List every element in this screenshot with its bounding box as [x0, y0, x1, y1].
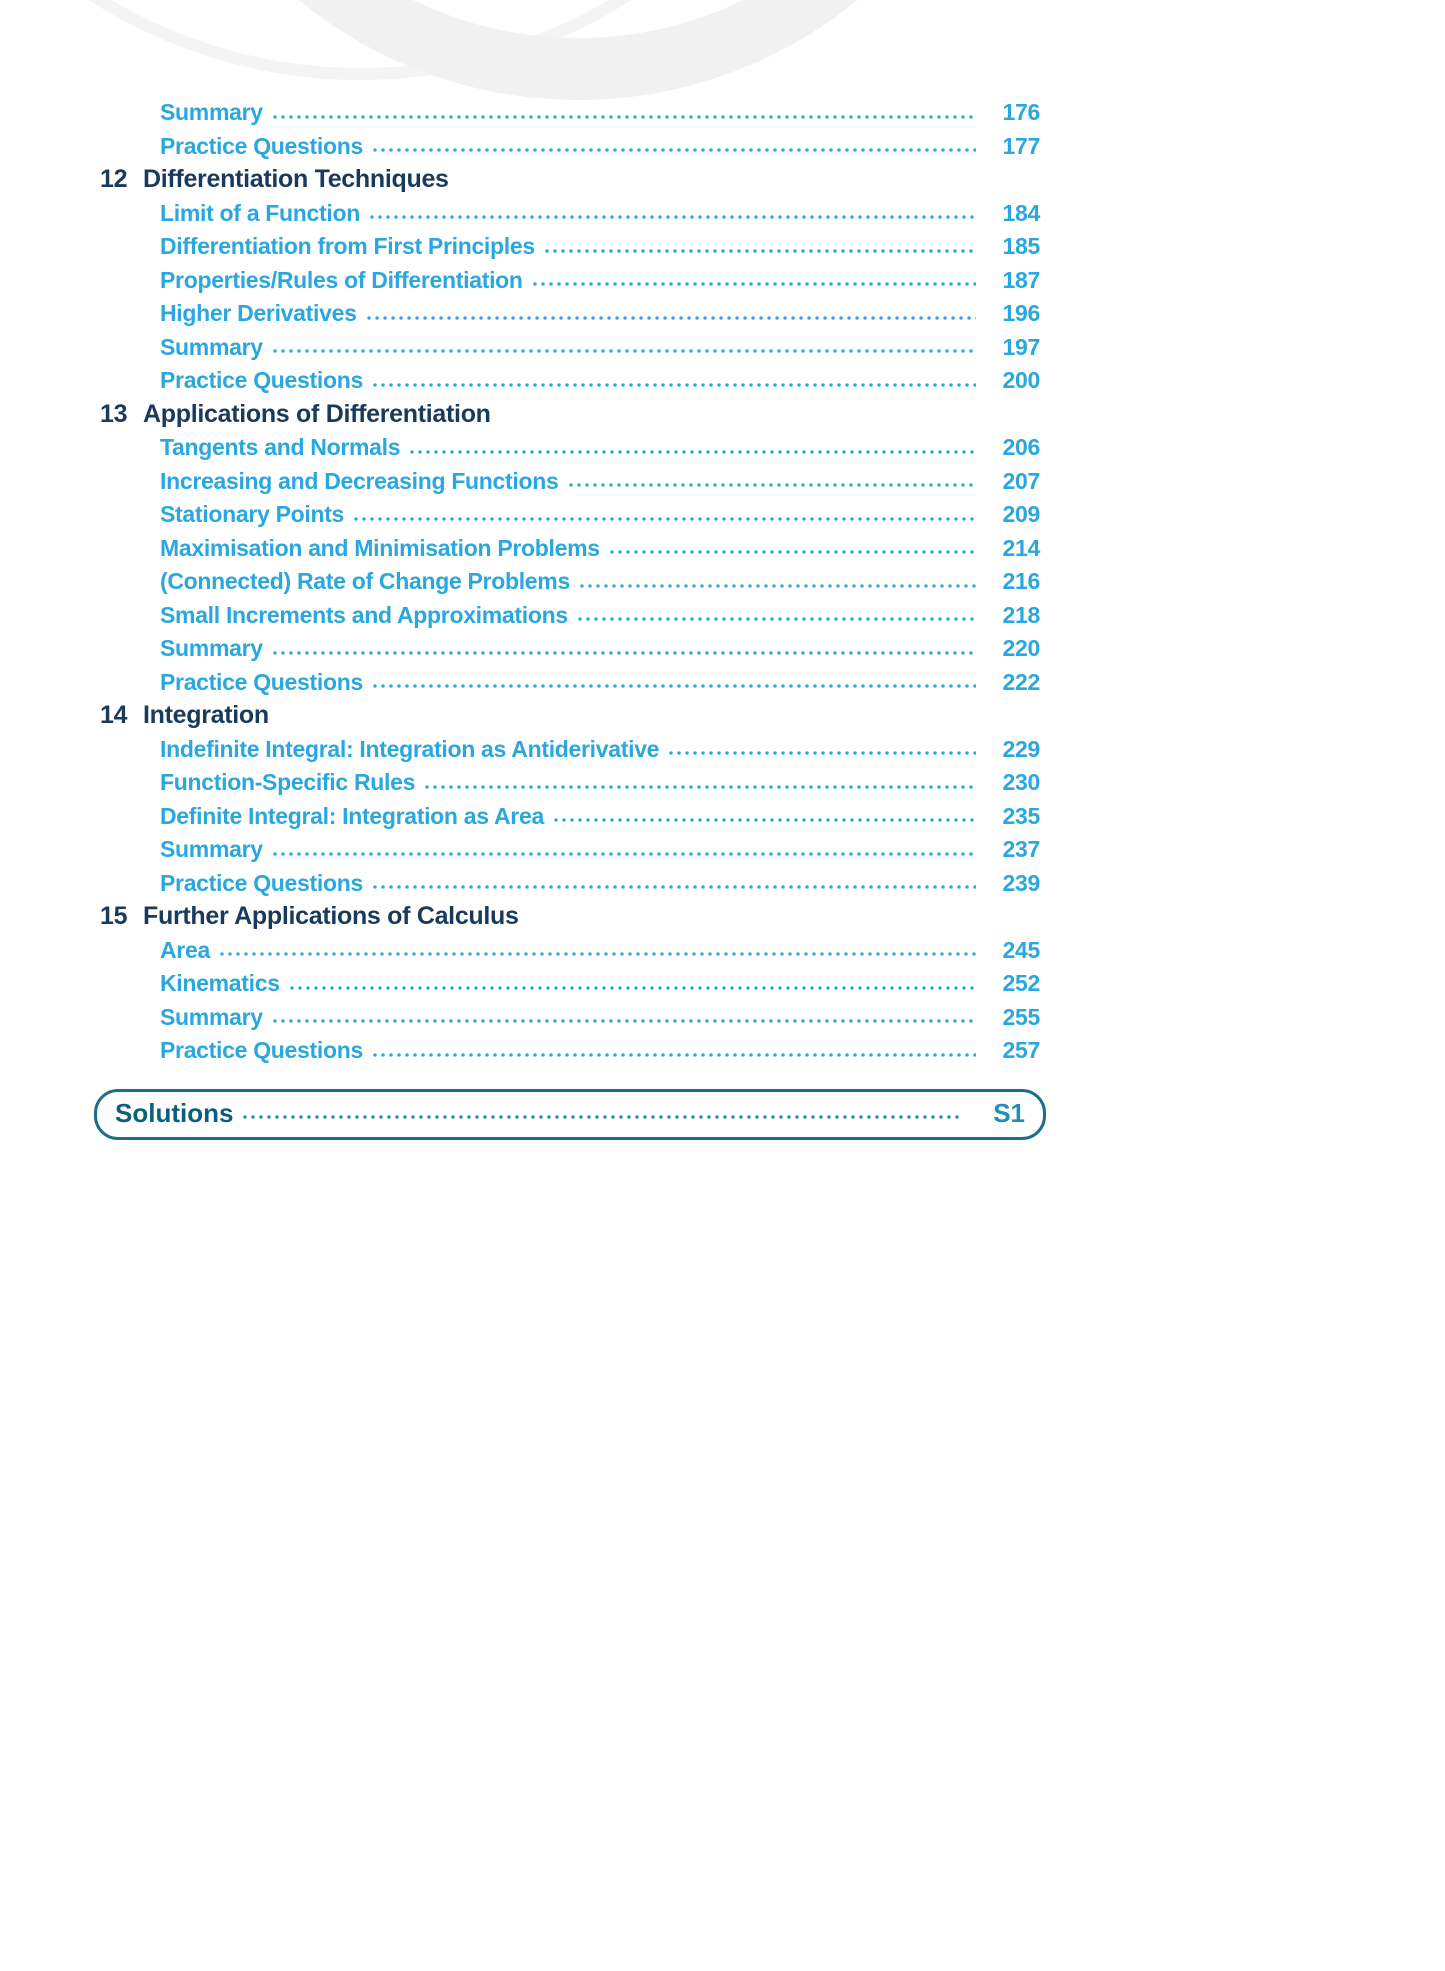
- entry-label: Function-Specific Rules: [160, 769, 416, 795]
- entry-page-number: 209: [1002, 501, 1040, 527]
- dot-leader: [567, 481, 977, 489]
- toc-chapter: [100, 163, 1040, 197]
- toc-entry: [100, 96, 1040, 130]
- entry-page-number: 214: [1002, 534, 1040, 561]
- entry-label: Higher Derivatives: [160, 300, 357, 326]
- entry-label: Limit of a Function: [160, 199, 360, 226]
- dot-leader: [543, 247, 976, 255]
- entry-label: Summary: [160, 1003, 263, 1030]
- entry-page-number: 200: [1002, 367, 1040, 393]
- entry-page-number: 196: [1002, 300, 1040, 326]
- entry-label: Summary: [160, 333, 263, 360]
- dot-leader: [531, 280, 976, 288]
- entry-label: Differentiation from First Principles: [160, 233, 535, 259]
- entry-page-number: 230: [1002, 769, 1040, 795]
- entry-page-number: 176: [1002, 99, 1040, 125]
- dot-leader: [271, 347, 976, 355]
- toc-chapter: [100, 699, 1040, 733]
- dot-leader: [288, 984, 976, 992]
- entry-label: Practice Questions: [160, 367, 363, 393]
- entry-label: Kinematics: [160, 970, 280, 996]
- toc-entry: [100, 967, 1040, 1001]
- chapter-title: Further Applications of Calculus: [143, 902, 519, 930]
- toc-chapter: [100, 900, 1040, 934]
- entry-label: Summary: [160, 836, 263, 862]
- toc-entry: [100, 498, 1040, 532]
- dot-leader: [371, 381, 976, 389]
- entry-page-number: 187: [1002, 266, 1040, 293]
- toc-entry: [100, 331, 1040, 365]
- entry-page-number: 257: [1002, 1037, 1040, 1063]
- solutions-page-number: S1: [993, 1097, 1025, 1128]
- entry-label: Practice Questions: [160, 668, 363, 695]
- toc-entry: [100, 632, 1040, 666]
- entry-page-number: 197: [1002, 333, 1040, 360]
- chapter-number: 14: [100, 701, 128, 729]
- dot-leader: [578, 582, 976, 590]
- solutions-label: Solutions: [115, 1097, 234, 1128]
- entry-page-number: 177: [1002, 132, 1040, 159]
- entry-label: Increasing and Decreasing Functions: [160, 467, 559, 494]
- dot-leader: [365, 314, 976, 322]
- entry-page-number: 237: [1002, 836, 1040, 862]
- toc-entry: [100, 364, 1040, 398]
- entry-label: Tangents and Normals: [160, 434, 401, 460]
- entry-page-number: 218: [1002, 601, 1040, 628]
- entry-label: Practice Questions: [160, 132, 363, 159]
- dot-leader: [271, 850, 976, 858]
- toc-entry: [100, 1034, 1040, 1068]
- dot-leader: [371, 146, 976, 154]
- dot-leader: [218, 950, 976, 958]
- toc-entry: [100, 867, 1040, 901]
- entry-label: Practice Questions: [160, 1037, 363, 1063]
- toc-entry: [100, 130, 1040, 164]
- entry-label: Small Increments and Approximations: [160, 601, 568, 628]
- dot-leader: [371, 883, 976, 891]
- dot-leader: [271, 1017, 976, 1025]
- dot-leader: [423, 783, 976, 791]
- dot-leader: [271, 113, 976, 121]
- entry-label: Properties/Rules of Differentiation: [160, 266, 523, 293]
- entry-page-number: 185: [1002, 233, 1040, 259]
- entry-page-number: 239: [1002, 869, 1040, 896]
- entry-page-number: 252: [1002, 970, 1040, 996]
- toc-list: [100, 96, 1040, 1068]
- dot-leader: [352, 515, 976, 523]
- dot-leader: [576, 615, 976, 623]
- toc-entry: [100, 230, 1040, 264]
- entry-label: Practice Questions: [160, 869, 363, 896]
- entry-label: Area: [160, 936, 210, 963]
- solutions-box: [94, 1089, 1046, 1140]
- entry-page-number: 245: [1002, 936, 1040, 963]
- entry-label: Summary: [160, 635, 263, 661]
- entry-page-number: 207: [1002, 467, 1040, 494]
- decorative-arc-outer: [0, 0, 860, 80]
- toc-entry: [100, 532, 1040, 566]
- toc-entry: [100, 666, 1040, 700]
- entry-page-number: 184: [1002, 199, 1040, 226]
- table-of-contents: [100, 96, 1040, 1140]
- toc-entry: [100, 431, 1040, 465]
- entry-page-number: 235: [1002, 802, 1040, 829]
- decorative-arc-ring: [138, 0, 1018, 100]
- toc-entry: [100, 1001, 1040, 1035]
- chapter-title: Applications of Differentiation: [143, 399, 491, 428]
- dot-leader: [552, 816, 976, 824]
- entry-label: Stationary Points: [160, 501, 345, 527]
- toc-entry: [100, 197, 1040, 231]
- chapter-number: 13: [100, 399, 128, 428]
- toc-entry: [100, 733, 1040, 767]
- dot-leader: [271, 649, 976, 657]
- chapter-number: 12: [100, 165, 128, 193]
- entry-label: (Connected) Rate of Change Problems: [160, 568, 570, 594]
- dot-leader: [608, 548, 976, 556]
- dot-leader: [368, 213, 976, 221]
- chapter-number: 15: [100, 902, 128, 930]
- toc-entry: [100, 565, 1040, 599]
- toc-entry: [100, 766, 1040, 800]
- dot-leader: [371, 1051, 976, 1059]
- entry-label: Summary: [160, 99, 263, 125]
- toc-entry: [100, 465, 1040, 499]
- chapter-title: Differentiation Techniques: [143, 165, 449, 193]
- chapter-title: Integration: [143, 701, 269, 729]
- toc-entry: [100, 934, 1040, 968]
- toc-chapter: [100, 398, 1040, 432]
- entry-label: Definite Integral: Integration as Area: [160, 802, 544, 829]
- toc-entry: [100, 297, 1040, 331]
- toc-entry: [100, 833, 1040, 867]
- entry-label: Indefinite Integral: Integration as Antiderivative: [160, 735, 660, 762]
- entry-page-number: 220: [1002, 635, 1040, 661]
- entry-page-number: 229: [1002, 735, 1040, 762]
- entry-label: Maximisation and Minimisation Problems: [160, 534, 600, 561]
- entry-page-number: 206: [1002, 434, 1040, 460]
- entry-page-number: 255: [1002, 1003, 1040, 1030]
- toc-entry: [100, 599, 1040, 633]
- toc-entry: [100, 264, 1040, 298]
- dot-leader: [241, 1113, 961, 1121]
- toc-entry: [100, 800, 1040, 834]
- dot-leader: [667, 749, 976, 757]
- dot-leader: [408, 448, 976, 456]
- entry-page-number: 216: [1002, 568, 1040, 594]
- dot-leader: [371, 682, 976, 690]
- entry-page-number: 222: [1002, 668, 1040, 695]
